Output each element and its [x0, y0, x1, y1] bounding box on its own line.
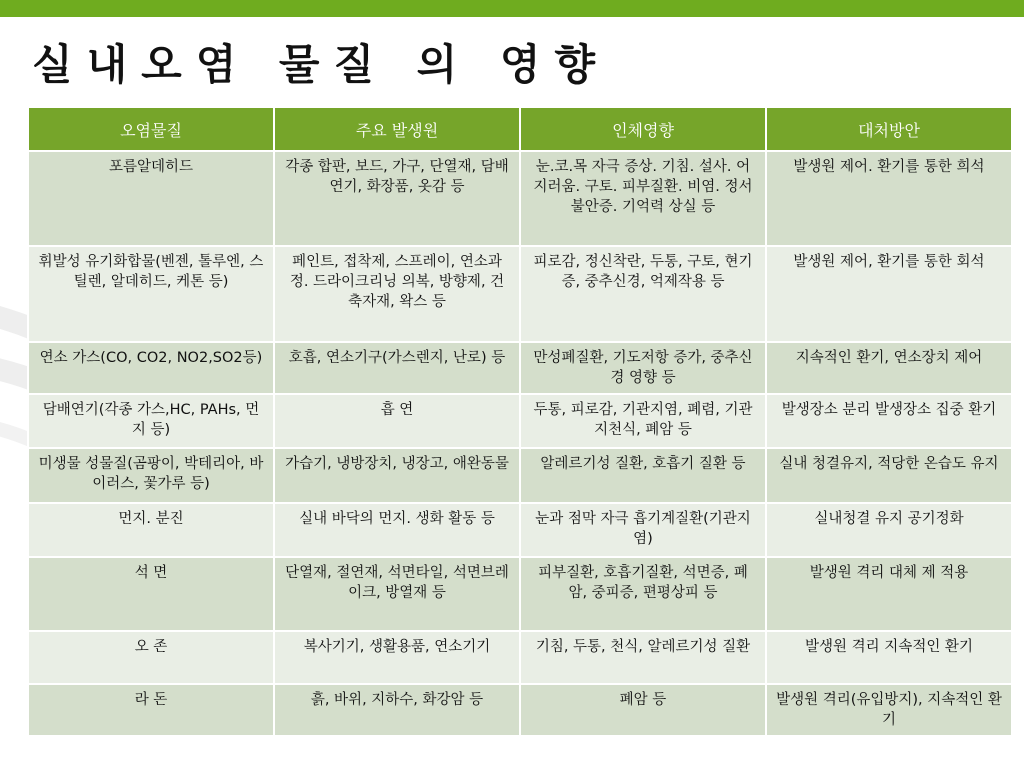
- cell-pollutant: 연소 가스(CO, CO2, NO2,SO2등): [28, 342, 274, 394]
- cell-pollutant: 미생물 성물질(곰팡이, 박테리아, 바이러스, 꽃가루 등): [28, 448, 274, 503]
- header-health-effect: 인체영향: [520, 107, 766, 151]
- cell-countermeasure: 발생원 제어. 환기를 통한 희석: [766, 151, 1012, 246]
- cell-source: 실내 바닥의 먼지. 생화 활동 등: [274, 503, 520, 557]
- table-header-row: [28, 107, 1012, 151]
- top-accent-bar: [0, 0, 1024, 17]
- cell-countermeasure: 지속적인 환기, 연소장치 제어: [766, 342, 1012, 394]
- cell-source: 복사기기, 생활용품, 연소기기: [274, 631, 520, 684]
- cell-pollutant: 담배연기(각종 가스,HC, PAHs, 먼지 등): [28, 394, 274, 448]
- cell-pollutant: 라 돈: [28, 684, 274, 736]
- cell-effect: 폐암 등: [520, 684, 766, 736]
- header-pollutant: 오염물질: [28, 107, 274, 151]
- cell-source: 단열재, 절연재, 석면타일, 석면브레이크, 방열재 등: [274, 557, 520, 631]
- cell-effect: 눈과 점막 자극 흡기계질환(기관지염): [520, 503, 766, 557]
- cell-pollutant: 석 면: [28, 557, 274, 631]
- cell-source: 각종 합판, 보드, 가구, 단열재, 담배연기, 화장품, 옷감 등: [274, 151, 520, 246]
- table-row: [28, 557, 1012, 631]
- cell-countermeasure: 발생원 격리 대체 제 적용: [766, 557, 1012, 631]
- header-countermeasure: 대처방안: [766, 107, 1012, 151]
- cell-pollutant: 포름알데히드: [28, 151, 274, 246]
- table-row: [28, 394, 1012, 448]
- pollutant-table: [27, 106, 1013, 737]
- cell-countermeasure: 발생장소 분리 발생장소 집중 환기: [766, 394, 1012, 448]
- table-row: [28, 151, 1012, 246]
- table-row: [28, 503, 1012, 557]
- cell-effect: 피부질환, 호흡기질환, 석면증, 폐암, 중피증, 편평상피 등: [520, 557, 766, 631]
- cell-effect: 피로감, 정신착란, 두통, 구토, 현기증, 중추신경, 억제작용 등: [520, 246, 766, 342]
- table-row: [28, 631, 1012, 684]
- cell-source: 호흡, 연소기구(가스렌지, 난로) 등: [274, 342, 520, 394]
- cell-countermeasure: 실내청결 유지 공기정화: [766, 503, 1012, 557]
- cell-effect: 눈.코.목 자극 증상. 기침. 설사. 어지러움. 구토. 피부질환. 비염. 정서 불안증. 기억력 상실 등: [520, 151, 766, 246]
- cell-countermeasure: 발생원 격리(유입방지), 지속적인 환기: [766, 684, 1012, 736]
- table-row: [28, 684, 1012, 736]
- cell-effect: 기침, 두통, 천식, 알레르기성 질환: [520, 631, 766, 684]
- cell-source: 가습기, 냉방장치, 냉장고, 애완동물: [274, 448, 520, 503]
- cell-pollutant: 오 존: [28, 631, 274, 684]
- cell-countermeasure: 실내 청결유지, 적당한 온습도 유지: [766, 448, 1012, 503]
- cell-effect: 알레르기성 질환, 호흡기 질환 등: [520, 448, 766, 503]
- slide-title: 실내오염 물질 의 영향: [32, 40, 610, 89]
- cell-pollutant: 휘발성 유기화합물(벤젠, 톨루엔, 스틸렌, 알데히드, 케톤 등): [28, 246, 274, 342]
- cell-pollutant: 먼지. 분진: [28, 503, 274, 557]
- table-row: [28, 342, 1012, 394]
- table-row: [28, 246, 1012, 342]
- cell-source: 흙, 바위, 지하수, 화강암 등: [274, 684, 520, 736]
- header-main-source: 주요 발생원: [274, 107, 520, 151]
- cell-source: 페인트, 접착제, 스프레이, 연소과정. 드라이크리닝 의복, 방향제, 건축자재, 왁스 등: [274, 246, 520, 342]
- table-row: [28, 448, 1012, 503]
- cell-effect: 만성폐질환, 기도저항 증가, 중추신경 영향 등: [520, 342, 766, 394]
- cell-countermeasure: 발생원 제어, 환기를 통한 회석: [766, 246, 1012, 342]
- cell-countermeasure: 발생원 격리 지속적인 환기: [766, 631, 1012, 684]
- cell-source: 흡 연: [274, 394, 520, 448]
- cell-effect: 두통, 피로감, 기관지염, 폐렴, 기관지천식, 폐암 등: [520, 394, 766, 448]
